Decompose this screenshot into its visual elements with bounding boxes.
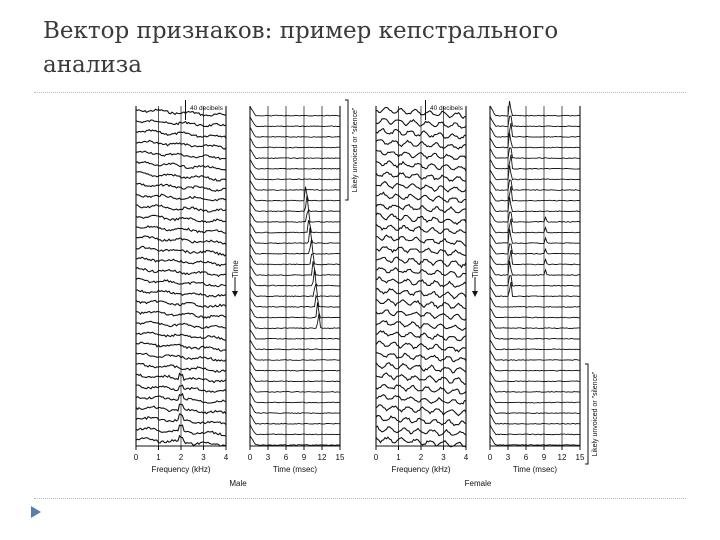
trace-line bbox=[250, 106, 340, 116]
trace-line bbox=[490, 219, 580, 233]
trace-line bbox=[490, 372, 580, 382]
tick-label: 6 bbox=[523, 453, 529, 462]
tick-label: 1 bbox=[396, 453, 401, 462]
trace-line bbox=[250, 296, 340, 308]
time-axis-label: Time bbox=[471, 260, 480, 278]
trace-line bbox=[250, 425, 340, 435]
time-arrow-head bbox=[232, 291, 238, 297]
trace-line bbox=[250, 127, 340, 137]
trace-line bbox=[490, 329, 580, 339]
trace-line bbox=[250, 254, 340, 265]
trace-line bbox=[490, 212, 580, 222]
cepstrum-panel-male bbox=[231, 100, 359, 474]
group-label-male: Male bbox=[229, 479, 247, 488]
time-axis-label: Time bbox=[231, 260, 240, 278]
tick-label: 3 bbox=[201, 453, 206, 462]
trace-line bbox=[490, 425, 580, 435]
trace-line bbox=[250, 159, 340, 169]
trace-line bbox=[250, 403, 340, 413]
trace-line bbox=[490, 165, 580, 179]
trace-line bbox=[490, 133, 580, 148]
tick-label: 9 bbox=[301, 453, 307, 462]
trace-line bbox=[490, 319, 580, 329]
trace-line bbox=[490, 229, 580, 244]
trace-line bbox=[250, 270, 340, 287]
trace-line bbox=[250, 196, 340, 212]
trace-line bbox=[490, 382, 580, 392]
cepstrum-panel-female bbox=[471, 101, 599, 474]
slide-title: Вектор признаков: пример кепстрального анализа bbox=[43, 18, 559, 78]
trace-line bbox=[250, 414, 340, 424]
trace-line bbox=[490, 276, 580, 287]
trace-line bbox=[490, 250, 580, 265]
trace-line bbox=[490, 403, 580, 413]
unvoiced-bracket bbox=[585, 364, 588, 464]
trace-line bbox=[490, 361, 580, 371]
unvoiced-bracket-label: Likely unvoiced or "silence" bbox=[592, 371, 599, 457]
x-axis-label: Time (msec) bbox=[272, 465, 318, 474]
scale-label: 40 decibels bbox=[190, 105, 223, 112]
trace-line bbox=[250, 187, 340, 201]
trace-line bbox=[250, 180, 340, 190]
tick-label: 0 bbox=[373, 453, 379, 462]
tick-label: 12 bbox=[557, 453, 567, 462]
trace-line bbox=[490, 350, 580, 360]
x-axis-label: Time (msec) bbox=[512, 465, 558, 474]
time-arrow-head bbox=[472, 291, 478, 297]
trace-line bbox=[250, 361, 340, 371]
trace-line bbox=[490, 414, 580, 424]
tick-label: 0 bbox=[487, 453, 493, 462]
tick-label: 4 bbox=[223, 453, 229, 462]
trace-line bbox=[490, 261, 580, 276]
trace-line bbox=[250, 382, 340, 392]
scale-label: 40 decibels bbox=[430, 105, 463, 112]
spectrum-panel-female bbox=[374, 100, 469, 474]
title-divider bbox=[34, 92, 686, 93]
trace-line bbox=[250, 261, 340, 275]
trace-line bbox=[490, 186, 580, 201]
unvoiced-bracket bbox=[345, 100, 348, 200]
trace-line bbox=[490, 197, 580, 212]
tick-label: 1 bbox=[156, 453, 161, 462]
bottom-divider bbox=[34, 498, 686, 499]
trace-line bbox=[490, 116, 580, 127]
trace-line bbox=[250, 170, 340, 180]
trace-line bbox=[490, 393, 580, 403]
trace-line bbox=[250, 330, 340, 340]
trace-line bbox=[490, 282, 580, 297]
trace-line bbox=[490, 123, 580, 137]
trace-line bbox=[490, 155, 580, 169]
trace-line bbox=[250, 149, 340, 159]
trace-line bbox=[490, 297, 580, 307]
trace-line bbox=[250, 302, 340, 318]
tick-label: 0 bbox=[247, 453, 253, 462]
trace-line bbox=[250, 239, 340, 254]
trace-line bbox=[490, 436, 580, 446]
tick-label: 15 bbox=[335, 453, 345, 462]
trace-line bbox=[490, 244, 580, 254]
tick-label: 3 bbox=[505, 453, 511, 462]
tick-label: 0 bbox=[133, 453, 139, 462]
x-axis-label: Frequency (kHz) bbox=[151, 465, 211, 474]
tick-label: 3 bbox=[265, 453, 271, 462]
x-axis-label: Frequency (kHz) bbox=[391, 465, 451, 474]
trace-line bbox=[490, 340, 580, 350]
tick-label: 6 bbox=[283, 453, 289, 462]
tick-label: 9 bbox=[541, 453, 547, 462]
trace-line bbox=[490, 180, 580, 190]
trace-line bbox=[250, 436, 340, 446]
tick-label: 2 bbox=[178, 453, 184, 462]
cepstral-analysis-figure bbox=[126, 94, 612, 494]
trace-line bbox=[490, 308, 580, 318]
tick-label: 3 bbox=[441, 453, 446, 462]
spectrum-panel-male bbox=[134, 100, 229, 474]
trace-line bbox=[250, 227, 340, 243]
trace-line bbox=[250, 372, 340, 382]
group-label-female: Female bbox=[464, 479, 492, 488]
trace-line bbox=[250, 313, 340, 328]
unvoiced-bracket-label: Likely unvoiced or "silence" bbox=[352, 107, 359, 193]
tick-label: 15 bbox=[575, 453, 585, 462]
tick-label: 2 bbox=[418, 453, 424, 462]
trace-line bbox=[490, 101, 580, 116]
trace-line bbox=[250, 393, 340, 403]
trace-line bbox=[490, 148, 580, 159]
trace-line bbox=[250, 350, 340, 360]
trace-line bbox=[250, 138, 340, 148]
trace-line bbox=[250, 117, 340, 127]
tick-label: 4 bbox=[463, 453, 469, 462]
trace-line bbox=[250, 340, 340, 350]
tick-label: 12 bbox=[317, 453, 327, 462]
triangle-bullet-icon bbox=[30, 505, 42, 519]
